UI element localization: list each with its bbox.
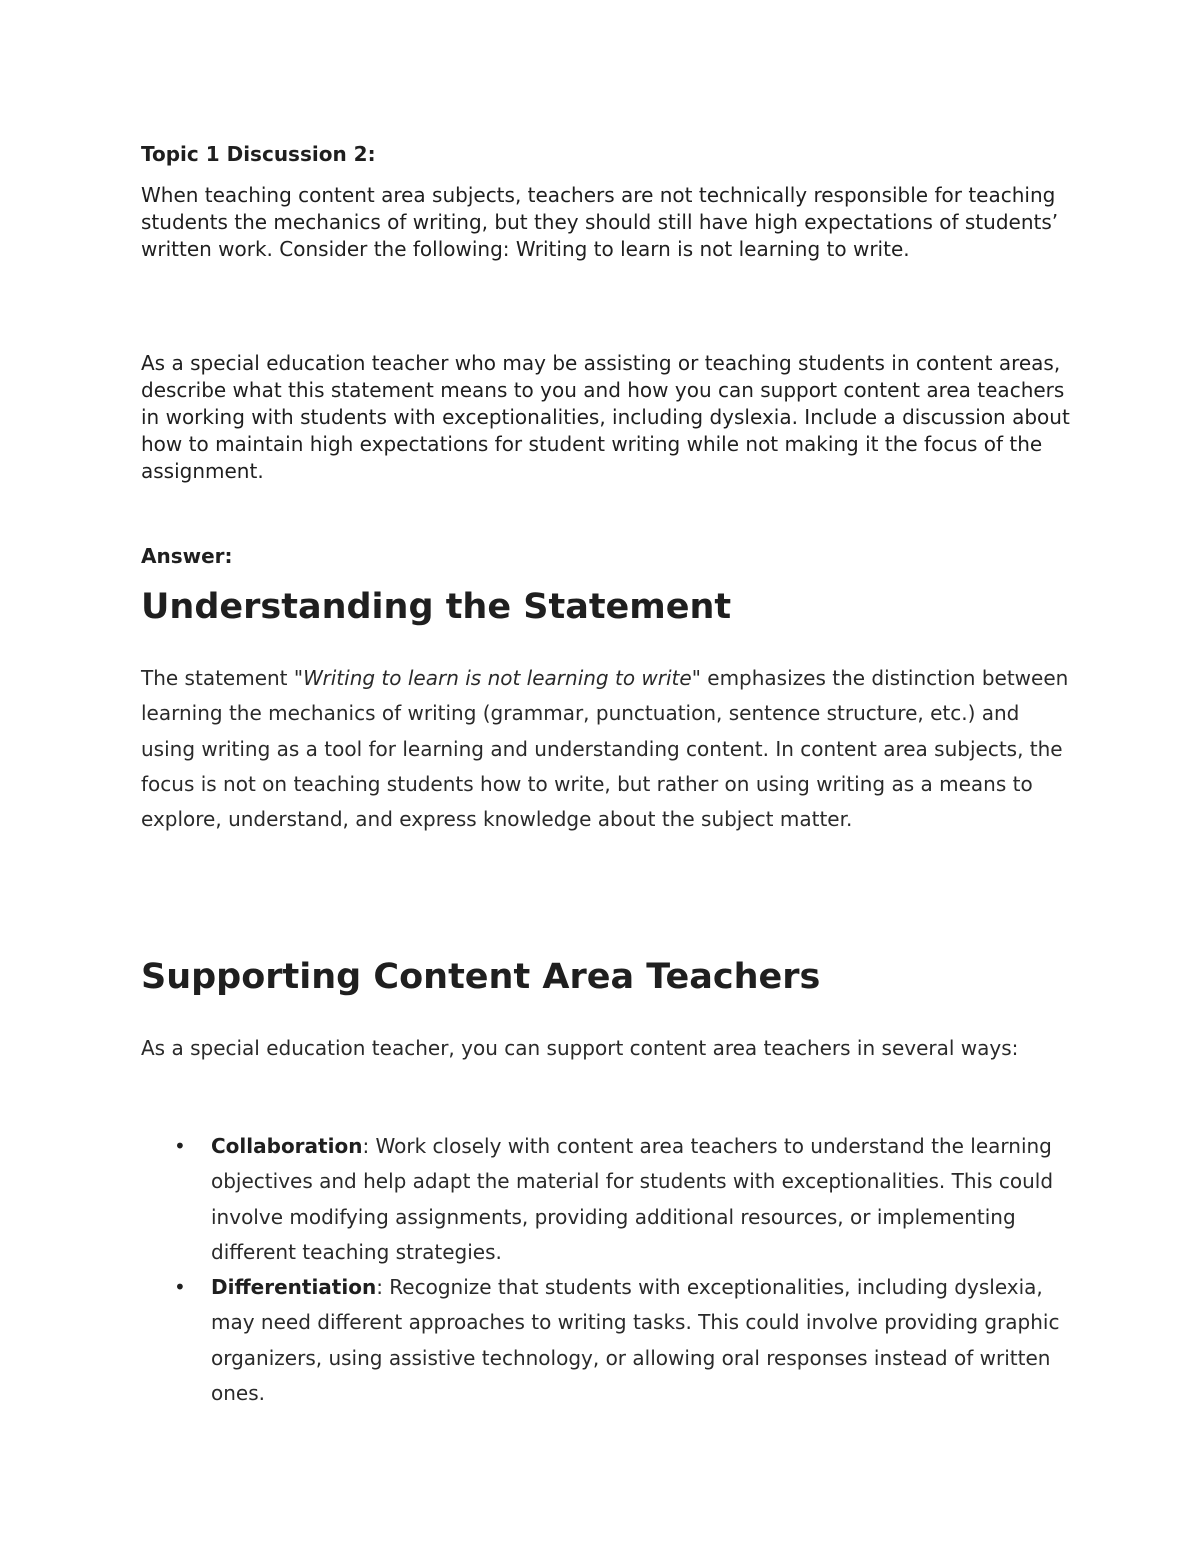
support-list	[141, 1129, 1071, 1411]
list-term: Differentiation	[211, 1275, 377, 1300]
list-text: : Recognize that students with exceptionalities, including dyslexia, may need different approaches to writing tasks. This could involve providing graphic organizers, using assistive technology, or allowing oral responses instead of written ones.	[211, 1275, 1060, 1406]
quote-close-text: " emphasizes the distinction between learning the mechanics of writing (grammar, punctuation, sentence structure, etc.) and using writing as a tool for learning and understanding content. In content area subjects, the focus is not on teaching students how to write, but rather on using writing as a means to explore, understand, and express knowledge about the subject matter.	[141, 666, 1069, 832]
prompt-paragraph-1: When teaching content area subjects, teachers are not technically responsible for teaching students the mechanics of writing, but they should still have high expectations of students’ written work. Consider the following: Writing to learn is not learning to write.	[141, 183, 1059, 261]
quote-open-text: The statement "	[141, 666, 304, 690]
prompt-paragraph-2: As a special education teacher who may be assisting or teaching students in content areas, describe what this statement means to you and how you can support content area teachers in working with students with exceptionalities, including dyslexia. Include a discussion about how to maintain high expectations for student writing while not making it the focus of the assignment.	[141, 351, 1070, 483]
understanding-paragraph	[141, 661, 1071, 837]
section-heading-understanding: Understanding the Statement	[141, 587, 732, 627]
list-term: Collaboration	[211, 1134, 363, 1158]
bullet-icon: •	[174, 1134, 186, 1158]
list-text: : Work closely with content area teachers to understand the learning objectives and help adapt the material for students with exceptionalities. This could involve modifying assignments, providing additional resources, or implementing different teaching strategies.	[211, 1134, 1054, 1264]
list-item-differentiation	[141, 1270, 1071, 1411]
quoted-statement: Writing to learn is not learning to write	[303, 666, 692, 690]
bullet-icon: •	[174, 1275, 186, 1300]
section-heading-supporting: Supporting Content Area Teachers	[141, 957, 821, 997]
answer-label: Answer:	[141, 544, 233, 568]
list-item-collaboration	[141, 1129, 1071, 1270]
supporting-intro-paragraph: As a special education teacher, you can support content area teachers in several ways:	[141, 1036, 1019, 1060]
topic-heading: Topic 1 Discussion 2:	[141, 142, 376, 166]
